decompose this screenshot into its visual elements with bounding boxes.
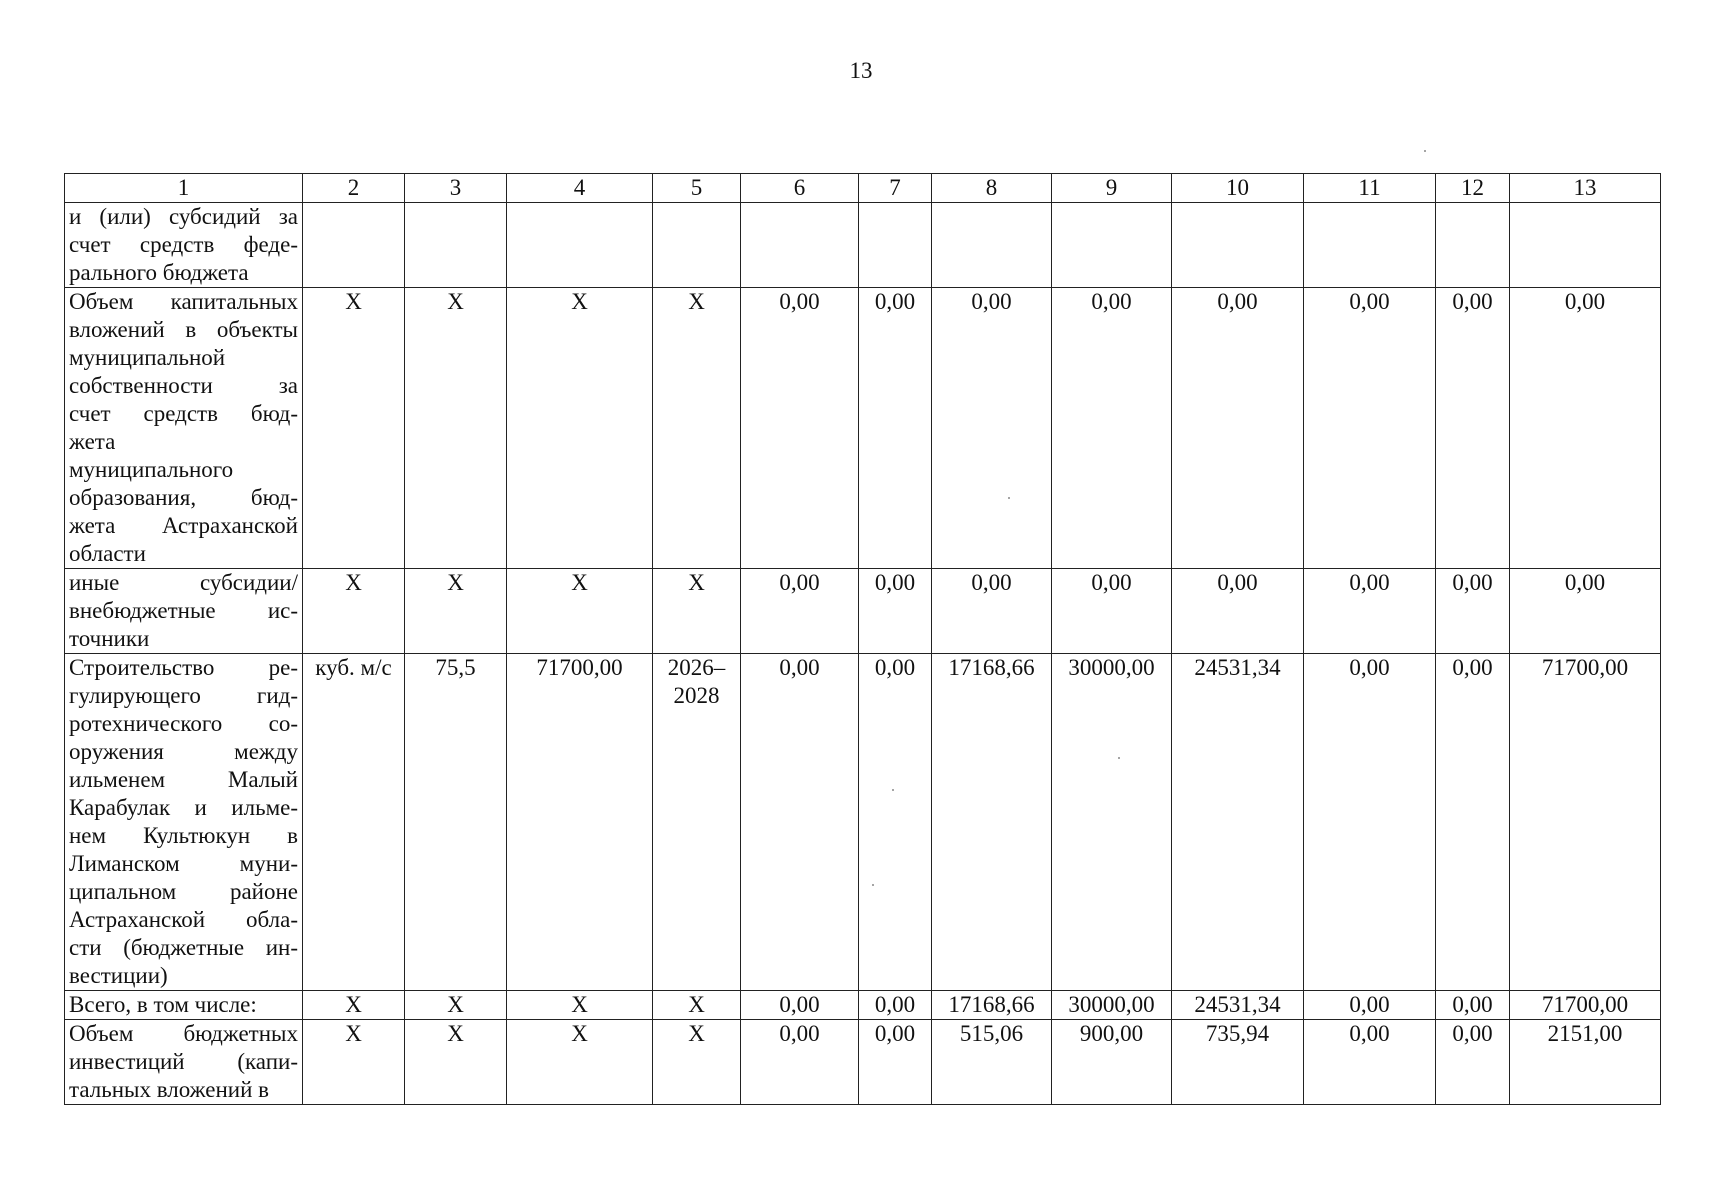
cell-col-9: 900,00: [1052, 1020, 1172, 1105]
cell-col-5: 2026–2028: [653, 654, 741, 991]
cell-col-13: 2151,00: [1510, 1020, 1661, 1105]
cell-col-9: 30000,00: [1052, 654, 1172, 991]
header-cell-3: 3: [405, 174, 507, 203]
description-line: Объем капитальных: [69, 289, 298, 314]
cell-col-11: 0,00: [1304, 654, 1436, 991]
header-cell-10: 10: [1172, 174, 1304, 203]
description-line: муниципального: [69, 457, 234, 482]
description-line: жета: [69, 429, 116, 454]
cell-col-11: 0,00: [1304, 991, 1436, 1020]
scan-speck: [1008, 497, 1010, 499]
cell-col-2: X: [303, 1020, 405, 1105]
header-cell-5: 5: [653, 174, 741, 203]
description-line: ильменем Малый: [69, 767, 298, 792]
cell-col-5: X: [653, 288, 741, 569]
cell-col-11: 0,00: [1304, 569, 1436, 654]
description-line: образования, бюд-: [69, 485, 298, 510]
cell-col-4: X: [507, 288, 653, 569]
cell-col-3: X: [405, 569, 507, 654]
cell-col-10: 24531,34: [1172, 991, 1304, 1020]
cell-col-11: 0,00: [1304, 288, 1436, 569]
cell-col-3: X: [405, 288, 507, 569]
cell-col-10: 24531,34: [1172, 654, 1304, 991]
row-description: [65, 288, 303, 569]
cell-col-4: X: [507, 1020, 653, 1105]
cell-col-13: 71700,00: [1510, 654, 1661, 991]
description-line: счет средств бюд-: [69, 401, 298, 426]
description-line: точники: [69, 626, 150, 651]
cell-col-13: [1510, 203, 1661, 288]
cell-col-7: 0,00: [859, 288, 932, 569]
cell-col-9: [1052, 203, 1172, 288]
page-number: 13: [849, 58, 873, 83]
cell-col-7: 0,00: [859, 569, 932, 654]
header-cell-7: 7: [859, 174, 932, 203]
scan-speck: [1424, 150, 1426, 152]
cell-col-9: 0,00: [1052, 569, 1172, 654]
row-description: [65, 991, 303, 1020]
description-line: Всего, в том числе:: [69, 992, 257, 1017]
table-row: [65, 991, 1661, 1020]
cell-col-4: 71700,00: [507, 654, 653, 991]
description-line: счет средств феде-: [69, 232, 298, 257]
description-line: инвестиций (капи-: [69, 1049, 298, 1074]
cell-col-8: 0,00: [932, 288, 1052, 569]
cell-col-10: 0,00: [1172, 288, 1304, 569]
header-cell-1: 1: [65, 174, 303, 203]
description-line: внебюджетные ис-: [69, 598, 298, 623]
cell-col-3: X: [405, 1020, 507, 1105]
cell-col-7: [859, 203, 932, 288]
row-description: [65, 569, 303, 654]
cell-col-5: X: [653, 1020, 741, 1105]
cell-col-6: 0,00: [741, 991, 859, 1020]
description-line: жета Астраханской: [69, 513, 298, 538]
description-line: области: [69, 541, 146, 566]
cell-col-13: 0,00: [1510, 288, 1661, 569]
cell-col-9: 0,00: [1052, 288, 1172, 569]
cell-col-6: 0,00: [741, 1020, 859, 1105]
header-cell-12: 12: [1436, 174, 1510, 203]
header-cell-13: 13: [1510, 174, 1661, 203]
cell-col-8: 17168,66: [932, 991, 1052, 1020]
cell-col-7: 0,00: [859, 654, 932, 991]
description-line: ротехнического со-: [69, 711, 298, 736]
description-line: гулирующего гид-: [69, 683, 298, 708]
scan-speck: [872, 884, 874, 886]
budget-table: [64, 173, 1661, 1105]
scan-speck: [1118, 757, 1120, 759]
description-line: иные субсидии/: [69, 570, 298, 595]
cell-col-3: X: [405, 991, 507, 1020]
cell-col-4: X: [507, 569, 653, 654]
cell-col-12: [1436, 203, 1510, 288]
cell-col-5: X: [653, 569, 741, 654]
header-cell-4: 4: [507, 174, 653, 203]
header-cell-11: 11: [1304, 174, 1436, 203]
description-line: муниципальной: [69, 345, 226, 370]
header-cell-6: 6: [741, 174, 859, 203]
description-line: Объем бюджетных: [69, 1021, 298, 1046]
cell-col-5: X: [653, 991, 741, 1020]
cell-col-2: [303, 203, 405, 288]
cell-col-2: X: [303, 288, 405, 569]
description-line: тальных вложений в: [69, 1077, 270, 1102]
cell-col-7: 0,00: [859, 991, 932, 1020]
row-description: [65, 654, 303, 991]
cell-col-13: 0,00: [1510, 569, 1661, 654]
cell-col-8: [932, 203, 1052, 288]
cell-col-11: 0,00: [1304, 1020, 1436, 1105]
cell-col-2: X: [303, 991, 405, 1020]
description-line: Астраханской обла-: [69, 907, 298, 932]
cell-col-10: 0,00: [1172, 569, 1304, 654]
description-line: нем Культюкун в: [69, 823, 298, 848]
row-description: [65, 1020, 303, 1105]
cell-col-12: 0,00: [1436, 569, 1510, 654]
cell-col-4: [507, 203, 653, 288]
cell-col-6: 0,00: [741, 654, 859, 991]
cell-col-8: 515,06: [932, 1020, 1052, 1105]
description-line: и (или) субсидий за: [69, 204, 298, 229]
description-line: вестиции): [69, 963, 168, 988]
cell-col-8: 0,00: [932, 569, 1052, 654]
description-line: собственности за: [69, 373, 298, 398]
cell-col-12: 0,00: [1436, 654, 1510, 991]
description-line: Лиманском муни-: [69, 851, 298, 876]
cell-col-6: 0,00: [741, 569, 859, 654]
header-cell-2: 2: [303, 174, 405, 203]
cell-col-3: 75,5: [405, 654, 507, 991]
cell-col-5: [653, 203, 741, 288]
description-line: Карабулак и ильме-: [69, 795, 298, 820]
scan-speck: [892, 789, 894, 791]
cell-col-11: [1304, 203, 1436, 288]
cell-col-12: 0,00: [1436, 288, 1510, 569]
description-line: вложений в объекты: [69, 317, 298, 342]
table-row: [65, 203, 1661, 288]
row-description: [65, 203, 303, 288]
cell-col-9: 30000,00: [1052, 991, 1172, 1020]
description-line: Строительство ре-: [69, 655, 298, 680]
cell-col-10: 735,94: [1172, 1020, 1304, 1105]
cell-col-13: 71700,00: [1510, 991, 1661, 1020]
description-line: оружения между: [69, 739, 298, 764]
cell-col-10: [1172, 203, 1304, 288]
table-row: [65, 288, 1661, 569]
cell-col-4: X: [507, 991, 653, 1020]
table-row: [65, 569, 1661, 654]
cell-col-6: [741, 203, 859, 288]
cell-col-7: 0,00: [859, 1020, 932, 1105]
description-line: рального бюджета: [69, 260, 249, 285]
description-line: сти (бюджетные ин-: [69, 935, 298, 960]
cell-col-3: [405, 203, 507, 288]
table-row: [65, 1020, 1661, 1105]
cell-col-8: 17168,66: [932, 654, 1052, 991]
description-line: ципальном районе: [69, 879, 298, 904]
cell-col-2: X: [303, 569, 405, 654]
cell-col-2: куб. м/с: [303, 654, 405, 991]
table-row: [65, 654, 1661, 991]
header-cell-8: 8: [932, 174, 1052, 203]
cell-col-12: 0,00: [1436, 991, 1510, 1020]
cell-col-6: 0,00: [741, 288, 859, 569]
table-header-row: [65, 174, 1661, 203]
cell-col-12: 0,00: [1436, 1020, 1510, 1105]
header-cell-9: 9: [1052, 174, 1172, 203]
